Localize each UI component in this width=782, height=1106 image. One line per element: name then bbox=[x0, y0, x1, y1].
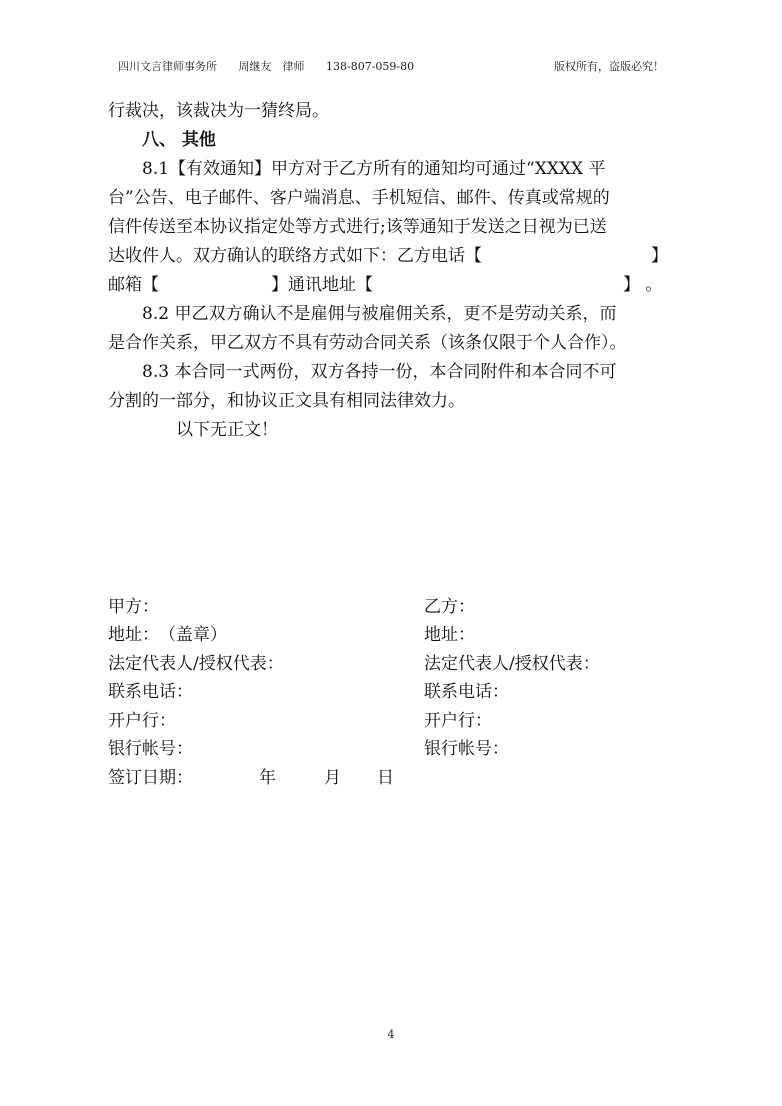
contact-email-label: 邮箱【 bbox=[108, 275, 159, 295]
clause-8-3-line-1: 8.3 本合同一式两份，双方各持一份，本合同附件和本合同不可 bbox=[142, 362, 617, 382]
party-a-representative: 法定代表人/授权代表： bbox=[108, 653, 284, 674]
page-number: 4 bbox=[387, 1028, 395, 1041]
clause-8-2-line-2: 是合作关系，甲乙双方不具有劳动合同关系（该条仅限于个人合作）。 bbox=[108, 333, 627, 353]
party-b-address: 地址： bbox=[424, 625, 475, 646]
page-header bbox=[118, 58, 664, 74]
section-title: 八、 其他 bbox=[142, 130, 216, 150]
sig-row-bank bbox=[108, 704, 668, 733]
party-b-account: 银行帐号： bbox=[424, 739, 509, 760]
sig-row-date bbox=[108, 761, 668, 790]
party-b-representative: 法定代表人/授权代表： bbox=[424, 653, 600, 674]
party-b-phone: 联系电话： bbox=[424, 682, 509, 703]
sign-date-month: 月 bbox=[324, 767, 341, 788]
party-a-label: 甲方： bbox=[108, 596, 159, 617]
party-b-label: 乙方： bbox=[424, 596, 475, 617]
clause-8-1-line-2: 台”公告、电子邮件、客户端消息、手机短信、邮件、传真或常规的 bbox=[108, 188, 610, 208]
clause-8-2-line-1: 8.2 甲乙双方确认不是雇佣与被雇佣关系，更不是劳动关系，而 bbox=[142, 304, 617, 324]
clause-8-1-line-4 bbox=[108, 242, 668, 271]
header-lawyer: 周继友 律师 bbox=[238, 60, 305, 73]
sign-date-year: 年 bbox=[259, 767, 276, 788]
end-note: 以下无正文！ bbox=[176, 420, 278, 440]
clause-8-1-line-3: 信件传送至本协议指定处等方式进行;该等通知于发送之日视为已送 bbox=[108, 217, 607, 237]
party-a-address: 地址： （盖章） bbox=[108, 625, 227, 646]
signature-block bbox=[108, 590, 668, 790]
document-body bbox=[108, 97, 668, 445]
clause-8-1-line-5 bbox=[108, 271, 668, 300]
sig-row-representative bbox=[108, 647, 668, 676]
sign-date-day: 日 bbox=[377, 767, 394, 788]
header-left bbox=[118, 58, 432, 74]
body-line-1: 行裁决，该裁决为一猜终局。 bbox=[108, 101, 329, 121]
clause-8-1-line-1: 8.1【有效通知】甲方对于乙方所有的通知均可通过“XXXX 平 bbox=[142, 159, 606, 179]
header-copyright: 版权所有，盗版必究！ bbox=[554, 60, 664, 73]
header-firm: 四川文言律师事务所 bbox=[118, 60, 217, 73]
sig-row-account bbox=[108, 733, 668, 762]
clause-8-3-line-2: 分割的一部分，和协议正文具有相同法律效力。 bbox=[108, 391, 465, 411]
sig-row-address bbox=[108, 619, 668, 648]
header-phone: 138-807-059-80 bbox=[326, 60, 415, 73]
party-b-bank: 开户行： bbox=[424, 710, 492, 731]
party-a-account: 银行帐号： bbox=[108, 739, 193, 760]
contact-phone-bracket-end: 】 bbox=[651, 246, 668, 266]
contact-address-bracket-end: 】 。 bbox=[623, 275, 663, 295]
sig-row-phone bbox=[108, 676, 668, 705]
contact-address-label: 】通讯地址【 bbox=[271, 275, 373, 295]
party-a-bank: 开户行： bbox=[108, 710, 176, 731]
sign-date-label: 签订日期： bbox=[108, 767, 193, 788]
sig-row-party bbox=[108, 590, 668, 619]
party-a-phone: 联系电话： bbox=[108, 682, 193, 703]
contact-phone-label: 达收件人。双方确认的联络方式如下：乙方电话【 bbox=[108, 246, 482, 266]
